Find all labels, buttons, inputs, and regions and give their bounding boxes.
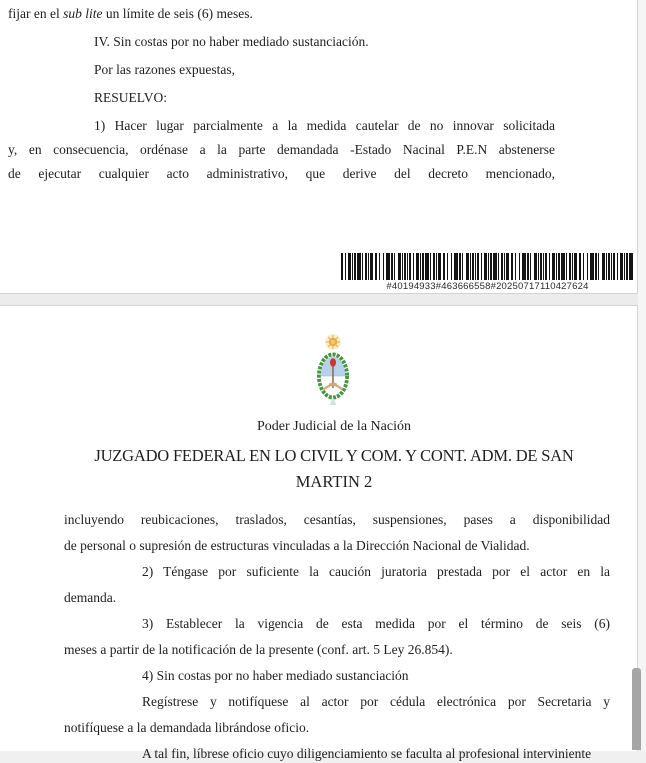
registrese-line-1: Regístrese y notifíquese al actor por cédula electrónica por Secretaria y xyxy=(142,694,610,709)
body-line-de-personal: de personal o supresión de estructuras vinculadas a la Dirección Nacional de Vialidad. xyxy=(64,538,530,553)
document-page-2 xyxy=(0,305,638,761)
juzgado-title-line-2: MARTIN 2 xyxy=(295,472,373,491)
resolution-1-line-1: 1) Hacer lugar parcialmente a la medida cautelar de no innovar solicitada xyxy=(94,118,555,133)
intro-text-post: un límite de seis (6) meses. xyxy=(102,6,253,21)
resolution-4: 4) Sin costas por no haber mediado sustanciación xyxy=(142,668,409,683)
resolution-1-line-2: y, en consecuencia, ordénase a la parte demandada -Estado Nacinal P.E.N abstenerse xyxy=(8,142,555,157)
resuelvo-heading: RESUELVO: xyxy=(94,90,168,105)
paragraph-razones: Por las razones expuestas, xyxy=(94,62,235,77)
paragraph-limit-line xyxy=(8,5,253,23)
scrollbar-thumb[interactable] xyxy=(632,668,641,750)
partial-bottom-line: A tal fin, líbrese oficio cuyo diligenciamiento se faculta al profesional interviniente xyxy=(142,746,592,761)
resolution-2-line-1: 2) Téngase por suficiente la caución juratoria prestada por el actor en la xyxy=(142,564,610,579)
intro-text-italic: sub lite xyxy=(63,6,103,21)
body-line-incluyendo: incluyendo reubicaciones, traslados, cesantías, suspensiones, pases a disponibilidad xyxy=(64,512,610,527)
resolution-3-line-2: meses a partir de la notificación de la presente (conf. art. 5 Ley 26.854). xyxy=(64,642,453,657)
paragraph-iv-costas: IV. Sin costas por no haber mediado sustanciación. xyxy=(94,34,369,49)
barcode-icon xyxy=(341,253,634,280)
resolution-1-line-3: de ejecutar cualquier acto administrativo, que derive del decreto mencionado, xyxy=(8,166,555,181)
registrese-line-2: notifíquese a la demandada librándose oficio. xyxy=(64,720,310,735)
resolution-3-line-1: 3) Establecer la vigencia de esta medida por el término de seis (6) xyxy=(142,616,610,631)
resolution-2-line-2: demanda. xyxy=(64,590,117,605)
poder-judicial-title: Poder Judicial de la Nación xyxy=(257,419,411,434)
scrollbar-track[interactable] xyxy=(638,0,646,750)
juzgado-title-line-1: JUZGADO FEDERAL EN LO CIVIL Y COM. Y CONT. ADM. DE SAN xyxy=(94,446,574,465)
intro-text-pre: fijar en el xyxy=(8,6,64,21)
page-separator xyxy=(0,294,638,305)
argentina-coat-of-arms-icon xyxy=(311,333,355,409)
barcode xyxy=(341,253,634,291)
document-page-1 xyxy=(0,0,638,294)
barcode-caption: #40194933#463666558#20250717110427624 xyxy=(386,281,589,292)
